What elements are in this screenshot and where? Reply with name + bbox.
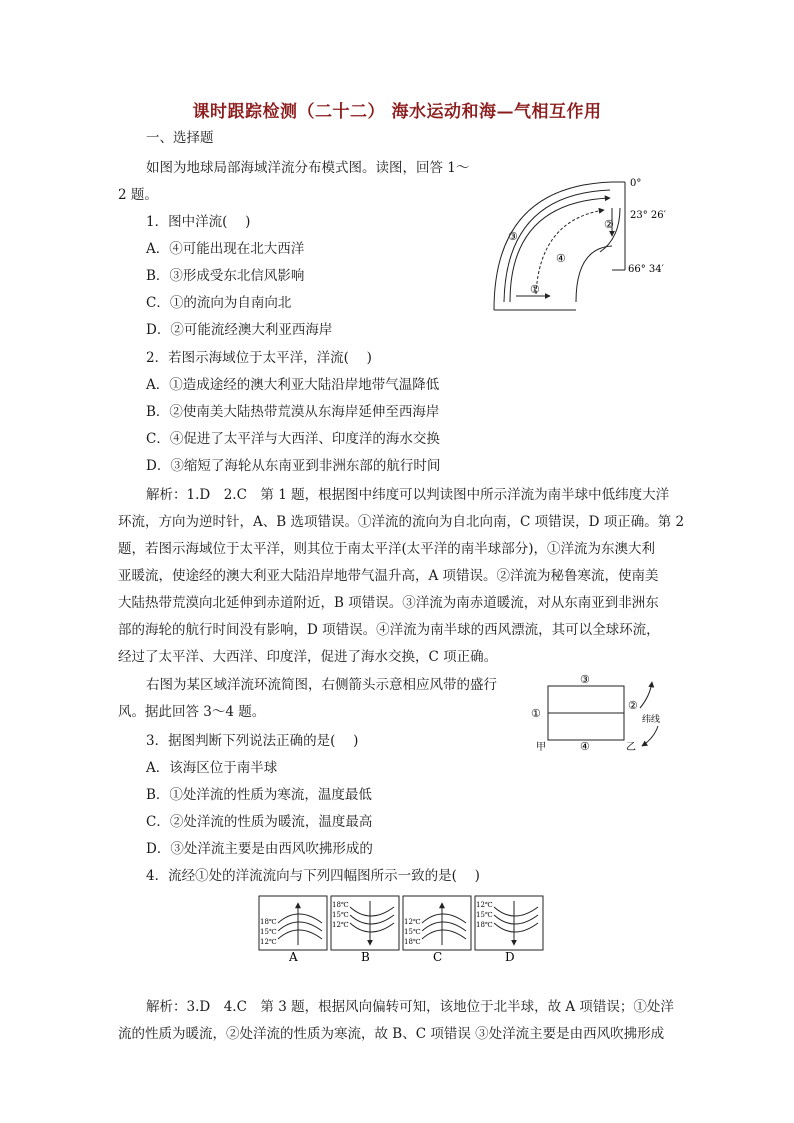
current-1-label: ①	[530, 283, 540, 296]
circulation-diagram	[528, 672, 674, 754]
page-title: 课时跟踪检测（二十二） 海水运动和海—气相互作用	[192, 102, 602, 122]
intro2-line2: 风。据此回答 3～4 题。	[118, 704, 266, 720]
q3-option-c: C．②处洋流的性质为暖流，温度最高	[146, 814, 373, 830]
q2-stem: 2．若图示海域位于太平洋，洋流( )	[146, 350, 372, 366]
panel-c-temp-3: 18℃	[404, 938, 421, 946]
ocean-current-figure	[480, 172, 680, 314]
latitude-23-label: 23° 26′	[630, 210, 666, 221]
isotherm-diagram	[258, 895, 544, 963]
panel-b-temp-2: 15℃	[332, 911, 349, 919]
ocean-current-diagram	[480, 172, 680, 314]
latitude-0-label: 0°	[630, 178, 642, 189]
panel-b-temp-1: 18℃	[332, 901, 349, 909]
analysis2-line1: 解析：3.D 4.C 第 3 题，根据风向偏转可知，该地位于北半球，故 A 项错误；①处洋	[146, 999, 674, 1015]
q3-option-d: D．③处洋流主要是由西风吹拂形成的	[146, 841, 373, 857]
intro1-line1: 如图为地球局部海域洋流分布模式图。读图，回答 1～	[146, 160, 470, 176]
q4-stem: 4．流经①处的洋流流向与下列四幅图所示一致的是( )	[146, 868, 480, 884]
q2-option-c: C．④促进了太平洋与大西洋、印度洋的海水交换	[146, 431, 440, 447]
panel-c-temp-1: 12℃	[404, 918, 421, 926]
isotherm-panels	[258, 895, 544, 963]
q3-option-a: A．该海区位于南半球	[146, 760, 278, 776]
q2-option-b: B．②使南美大陆热带荒漠从东海岸延伸至西海岸	[146, 404, 440, 420]
jia-label: 甲	[536, 742, 546, 753]
analysis1-line4: 亚暖流，使途经的澳大利亚大陆沿岸地带气温升高，A 项错误。②洋流为秘鲁寒流，使南美	[118, 568, 659, 584]
panel-d-letter: D	[505, 950, 515, 963]
current-4-label: ④	[556, 252, 566, 265]
latitude-66-label: 66° 34′	[628, 264, 664, 275]
circulation-figure	[528, 672, 674, 754]
panel-a-temp-2: 15℃	[260, 928, 277, 936]
q1-option-a: A．④可能出现在北大西洋	[146, 241, 305, 257]
circ-4-label: ④	[580, 740, 590, 753]
analysis1-line7: 经过了太平洋、大西洋、印度洋，促进了海水交换，C 项正确。	[118, 649, 498, 665]
analysis1-line3: 题，若图示海域位于太平洋，则其位于南太平洋(太平洋的南半球部分)，①洋流为东澳大利	[118, 541, 656, 557]
section-heading: 一、选择题	[146, 130, 214, 146]
q2-option-a: A．①造成途经的澳大利亚大陆沿岸地带气温降低	[146, 377, 440, 393]
circ-3-label: ③	[580, 673, 590, 686]
panel-c-letter: C	[433, 950, 443, 963]
panel-c-temp-2: 15℃	[404, 928, 421, 936]
panel-b-temp-3: 12℃	[332, 921, 349, 929]
panel-b-letter: B	[361, 950, 370, 963]
q1-option-c: C．①的流向为自南向北	[146, 295, 292, 311]
panel-a-temp-1: 18℃	[260, 918, 277, 926]
panel-a-letter: A	[289, 950, 298, 963]
q1-stem: 1．图中洋流( )	[146, 214, 251, 230]
intro1-line2: 2 题。	[118, 187, 158, 203]
q3-option-b: B．①处洋流的性质为寒流，温度最低	[146, 787, 372, 803]
latitude-line-label: 纬线	[642, 715, 661, 725]
q3-stem: 3．据图判断下列说法正确的是( )	[146, 733, 359, 749]
current-3-label: ③	[508, 230, 518, 243]
analysis1-line6: 部的海轮的航行时间没有影响，D 项错误。④洋流为南半球的西风漂流，其可以全球环流，	[118, 622, 660, 638]
yi-label: 乙	[626, 742, 636, 753]
q1-option-b: B．③形成受东北信风影响	[146, 268, 305, 284]
analysis1-line5: 大陆热带荒漠向北延伸到赤道附近，B 项错误。③洋流为南赤道暖流，对从东南亚到非洲东	[118, 595, 659, 611]
intro2-line1: 右图为某区域洋流环流简图，右侧箭头示意相应风带的盛行	[146, 677, 497, 693]
panel-d-temp-3: 18℃	[476, 921, 493, 929]
panel-d-temp-1: 12℃	[476, 901, 493, 909]
circ-1-label: ①	[531, 707, 541, 720]
analysis1-line2: 环流，方向为逆时针，A、B 选项错误。①洋流的流向为自北向南，C 项错误，D 项正确。第 2	[118, 514, 685, 530]
panel-a-temp-3: 12℃	[260, 938, 277, 946]
current-2-label: ②	[604, 218, 614, 231]
analysis1-line1: 解析：1.D 2.C 第 1 题，根据图中纬度可以判读图中所示洋流为南半球中低纬度大洋	[146, 487, 670, 503]
q2-option-d: D．③缩短了海轮从东南亚到非洲东部的航行时间	[146, 458, 441, 474]
q1-option-d: D．②可能流经澳大利亚西海岸	[146, 322, 333, 338]
circ-2-label: ②	[628, 699, 638, 712]
analysis2-line2: 流的性质为暖流，②处洋流的性质为寒流，故 B、C 项错误 ③处洋流主要是由西风吹拂形成	[118, 1026, 665, 1042]
panel-d-temp-2: 15℃	[476, 911, 493, 919]
